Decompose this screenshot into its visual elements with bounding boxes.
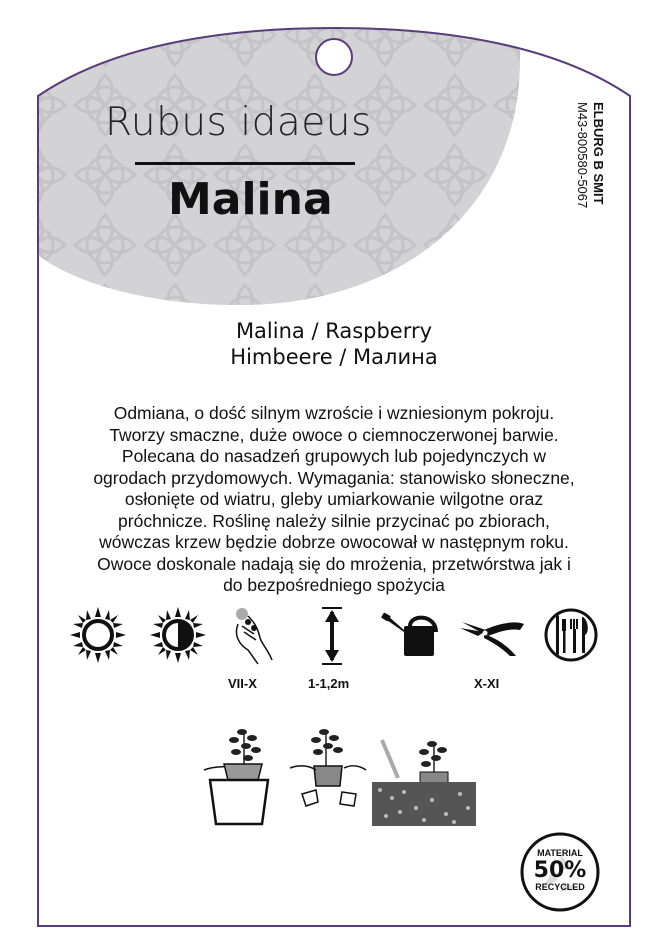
planting-step-water-illustration: [288, 722, 368, 826]
title-divider: [135, 162, 355, 165]
badge-top-text: MATERIAL: [537, 848, 583, 858]
pruning-shears-icon: [458, 614, 526, 658]
pruning-period-label: X-XI: [474, 676, 500, 691]
description: [60, 403, 608, 597]
badge-bottom-text: RECYCLED: [535, 882, 585, 892]
height-arrow-icon: [320, 606, 344, 666]
latin-name: Rubus idaeus: [105, 100, 372, 145]
full-sun-icon: [70, 607, 126, 663]
description-line: wówczas krzew będzie dobrze owocował w następnym roku.: [99, 532, 569, 552]
description-line: Polecana do nasadzeń grupowych lub pojedynczych w: [121, 446, 547, 466]
brand-code: M43-800580-5067: [575, 102, 590, 209]
description-line: Owoce doskonale nadają się do mrożenia, przetwórstwa jak i: [97, 553, 571, 574]
description-line: ogrodach przydomowych. Wymagania: stanowisko słoneczne,: [93, 467, 575, 488]
description-line: osłonięte od wiatru, gleby umiarkowanie wilgotne oraz: [124, 489, 544, 509]
common-names: [0, 318, 668, 370]
description-line: próchnicze. Roślinę należy silnie przycinać po zbiorach,: [118, 510, 550, 531]
hang-hole: [315, 38, 353, 76]
height-label: 1-1,2m: [308, 676, 350, 691]
watering-can-icon: [380, 612, 444, 658]
planting-step-remove-pot-illustration: [200, 722, 278, 826]
description-line: do bezpośredniego spożycia: [223, 575, 445, 595]
recycled-material-badge: [520, 832, 600, 912]
harvest-period-label: VII-X: [228, 676, 257, 691]
edible-fork-knife-icon: [543, 607, 599, 663]
description-line: Tworzy smaczne, duże owoce o ciemnoczerwonej barwie.: [109, 424, 559, 445]
names-line-2: Himbeere / Малина: [230, 345, 438, 369]
planting-step-in-ground-illustration: [372, 738, 476, 826]
brand-company: ELBURG B SMIT: [591, 102, 606, 205]
common-name: Malina: [168, 174, 333, 225]
names-line-1: Malina / Raspberry: [235, 319, 433, 343]
badge-percent-text: 50%: [533, 858, 587, 883]
brand-vertical-text: [560, 100, 610, 250]
partial-sun-icon: [150, 607, 206, 663]
harvest-hand-icon: [228, 604, 276, 666]
description-line: Odmiana, o dość silnym wzroście i wzniesionym pokroju.: [113, 403, 555, 423]
